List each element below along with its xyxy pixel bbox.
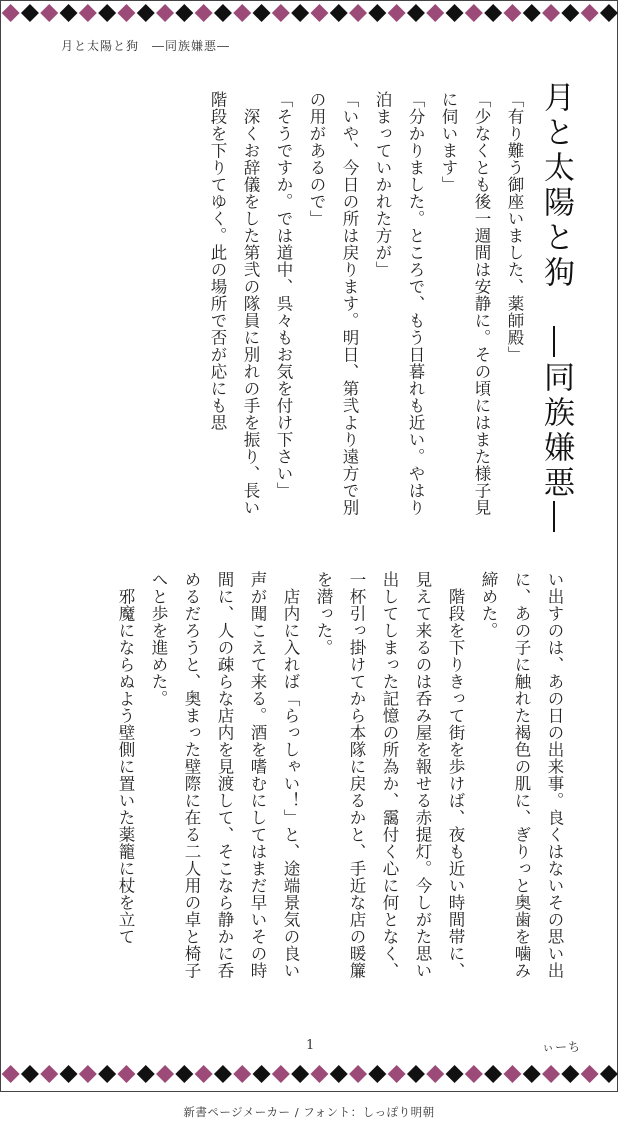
top-diamond-border [1, 3, 618, 23]
diamond-ornament [253, 4, 271, 22]
diamond-ornament [195, 4, 213, 22]
diamond-ornament [600, 1065, 618, 1083]
diamond-ornament [310, 1065, 328, 1083]
diamond-ornament [349, 1065, 367, 1083]
diamond-ornament [446, 1065, 464, 1083]
diamond-ornament [484, 4, 502, 22]
diamond-ornament [465, 4, 483, 22]
diamond-ornament [272, 1065, 290, 1083]
diamond-ornament [21, 1065, 39, 1083]
diamond-ornament [2, 4, 20, 22]
diamond-ornament [40, 1065, 58, 1083]
diamond-ornament [79, 4, 97, 22]
top-text-block [51, 91, 531, 521]
diamond-ornament [117, 1065, 135, 1083]
diamond-ornament [349, 4, 367, 22]
diamond-ornament [561, 4, 579, 22]
diamond-ornament [60, 1065, 78, 1083]
diamond-ornament [291, 4, 309, 22]
diamond-ornament [561, 1065, 579, 1083]
diamond-ornament [98, 4, 116, 22]
diamond-ornament [407, 1065, 425, 1083]
diamond-ornament [117, 4, 135, 22]
paragraph: 「いや、今日の所は戻ります。明日、第弐より遠方で別の用があるので」 [307, 91, 359, 516]
diamond-ornament [581, 1065, 599, 1083]
diamond-ornament [368, 4, 386, 22]
diamond-ornament [79, 1065, 97, 1083]
diamond-ornament [233, 4, 251, 22]
running-header: 月と太陽と狗 ―同族嫌悪― [61, 39, 231, 53]
paragraph: 階段を下りきって街を歩けば、夜も近い時間帯に、見えて来るのは呑み屋を報せる赤提灯。今しがた思い出してしまった記憶の所為か、靄付く心に何となく、一杯引っ掛けてから本隊に戻るかと、手近な店の暖簾を潜った。 [314, 571, 465, 979]
diamond-ornament [310, 4, 328, 22]
diamond-ornament [21, 4, 39, 22]
chapter-label: ぃーち [541, 1040, 581, 1054]
diamond-ornament [98, 1065, 116, 1083]
diamond-ornament [214, 1065, 232, 1083]
paragraph: 深くお辞儀をした第弐の隊員に別れの手を振り、長い階段を下りてゆく。此の場所で否が応にも思 [208, 91, 260, 516]
diamond-ornament [388, 4, 406, 22]
diamond-ornament [60, 4, 78, 22]
diamond-ornament [253, 1065, 271, 1083]
paragraph: 「分かりました。ところで、もう日暮れも近い。やはり泊まっていかれた方が」 [373, 91, 425, 516]
diamond-ornament [542, 4, 560, 22]
diamond-ornament [195, 1065, 213, 1083]
diamond-ornament [137, 1065, 155, 1083]
diamond-ornament [388, 1065, 406, 1083]
diamond-ornament [407, 4, 425, 22]
diamond-ornament [156, 4, 174, 22]
diamond-ornament [233, 1065, 251, 1083]
diamond-ornament [503, 4, 521, 22]
diamond-ornament [272, 4, 290, 22]
chapter-title: 月と太陽と狗 ―同族嫌悪― [538, 81, 574, 536]
diamond-ornament [426, 1065, 444, 1083]
diamond-ornament [291, 1065, 309, 1083]
diamond-ornament [465, 1065, 483, 1083]
paragraph: 「少なくとも後一週間は安静に。その頃にはまた様子見に伺います」 [439, 91, 491, 516]
diamond-ornament [542, 1065, 560, 1083]
diamond-ornament [214, 4, 232, 22]
diamond-ornament [137, 4, 155, 22]
diamond-ornament [40, 4, 58, 22]
caption: 新書ページメーカー / フォント：しっぽり明朝 [183, 1105, 435, 1119]
diamond-ornament [330, 1065, 348, 1083]
diamond-ornament [2, 1065, 20, 1083]
diamond-ornament [175, 4, 193, 22]
diamond-ornament [446, 4, 464, 22]
diamond-ornament [175, 1065, 193, 1083]
diamond-ornament [503, 1065, 521, 1083]
paragraph: 邪魔にならぬよう壁側に置いた薬籠に杖を立て [116, 571, 135, 945]
paragraph: い出すのは、あの日の出来事。良くはないその思い出に、あの子に触れた褐色の肌に、ぎりっと奥歯を噛み締めた。 [479, 571, 564, 979]
diamond-ornament [581, 4, 599, 22]
diamond-ornament [523, 1065, 541, 1083]
diamond-ornament [600, 4, 618, 22]
paragraph: 「有り難う御座いました、薬師殿」 [505, 91, 524, 363]
bottom-diamond-border [1, 1064, 618, 1084]
diamond-ornament [156, 1065, 174, 1083]
diamond-ornament [484, 1065, 502, 1083]
paragraph: 店内に入れば「らっしゃい！」と、途端景気の良い声が聞こえて来る。酒を嗜むにしてはまだ早いその時間に、人の疎らな店内を見渡して、そこなら静かに呑めるだろうと、奥まった壁際に在る二人用の卓と椅子へと歩を進めた。 [149, 571, 300, 979]
diamond-ornament [523, 4, 541, 22]
diamond-ornament [330, 4, 348, 22]
diamond-ornament [368, 1065, 386, 1083]
diamond-ornament [426, 4, 444, 22]
paragraph: 「そうですか。では道中、呉々もお気を付け下さい」 [274, 91, 293, 499]
page-number: 1 [306, 1038, 315, 1053]
bottom-text-block [31, 571, 571, 991]
